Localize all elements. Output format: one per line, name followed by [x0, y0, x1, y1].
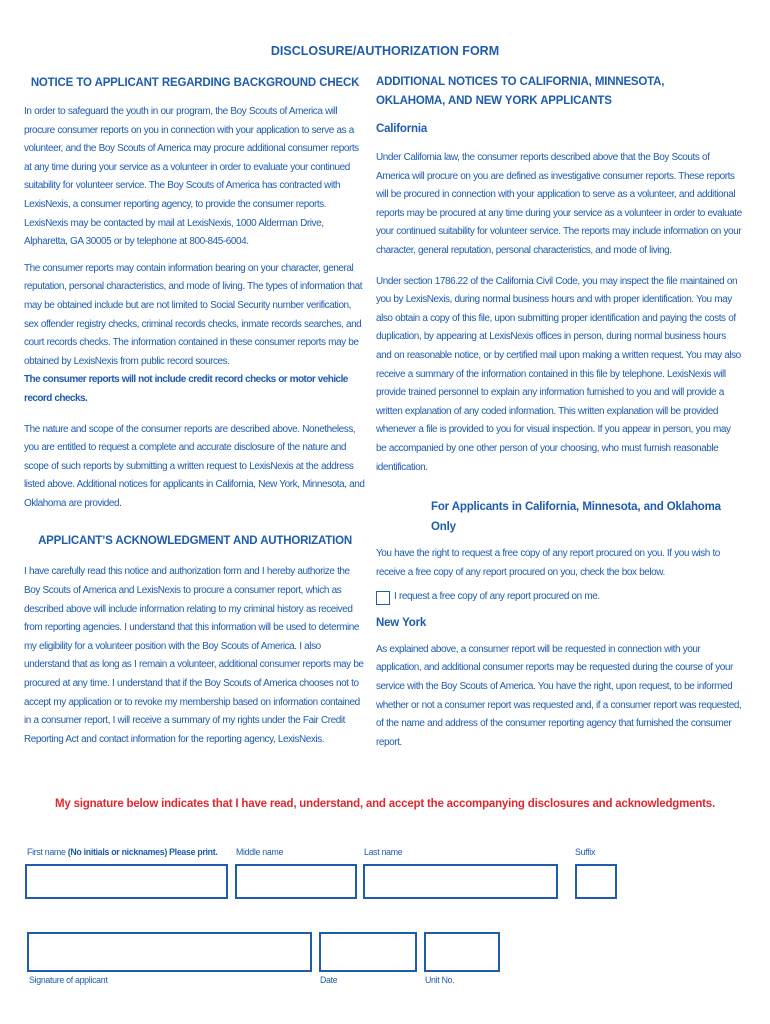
- middle-name-label: Middle name: [236, 847, 284, 857]
- california-paragraph-2: Under section 1786.22 of the California Civil Code, you may inspect the file maintained on you by LexisNexis, during normal business hours and with proper identification. You may also obtain a copy of this file, upon submitting proper identification and paying the costs of duplication, by appearing at LexisNexis offices in person, during normal business hours and on reasonable notice, or by certified mail upon making a written request. You may also receive a summary of the information contained in this file by telephone. LexisNexis will provide trained personnel to explain any information furnished to you and will provide a written explanation of any coded information. This written explanation will be provided whenever a file is provided to you for visual inspection. If you appear in person, you may be accompanied by one other person of your choosing, who must furnish reasonable identification.: [376, 275, 741, 473]
- date-field[interactable]: [319, 932, 417, 972]
- new-york-paragraph: As explained above, a consumer report will be requested in connection with your application, and additional consumer reports may be requested during the course of your service with the Boy Scouts of America. You have the right, upon request, to be informed whether or not a consumer report was requested and, if a consumer report was requested, of the name and address of the consumer reporting agency that furnished the consumer report.: [376, 643, 742, 748]
- signature-field[interactable]: [27, 932, 312, 972]
- notice-paragraph-2-bold: The consumer reports will not include credit record checks or motor vehicle record checks.: [24, 374, 348, 404]
- signature-statement: My signature below indicates that I have read, understand, and accept the accompanying disclosures and acknowledgments.: [55, 798, 715, 810]
- suffix-field[interactable]: [575, 864, 617, 899]
- free-copy-request[interactable]: [376, 588, 742, 607]
- notice-paragraph-1: In order to safeguard the youth in our program, the Boy Scouts of America will procure consumer reports on you in connection with your application to serve as a volunteer, and the Boy Scouts of America may procure additional consumer reports at any time during your service as a volunteer in order to evaluate your continued suitability for volunteer service. The Boy Scouts of America has contracted with LexisNexis, a consumer reporting agency, to provide the consumer reports. LexisNexis may be contacted by mail at LexisNexis, 1000 Alderman Drive, Alpharetta, GA 30005 or by telephone at 800-845-6004.: [24, 106, 359, 248]
- california-heading: California: [376, 123, 428, 135]
- new-york-heading: New York: [376, 616, 427, 629]
- date-label: Date: [320, 975, 338, 985]
- notice-paragraph-3: The nature and scope of the consumer reports are described above. Nonetheless, you are entitled to request a complete and accurate disclosure of the nature and scope of such reports by submitting a written request to LexisNexis at the address listed above. Additional notices for applicants in California, New York, Minnesota, and Oklahoma are provided.: [24, 423, 365, 509]
- left-column: [24, 73, 366, 749]
- notice-paragraph-2: The consumer reports may contain information bearing on your character, general reputation, personal characteristics, and mode of living. The types of information that may be obtained include but are not limited to Social Security number verification, sex offender registry checks, criminal records checks, inmate records searches, and court records checks. The information contained in these consumer reports may be obtained by LexisNexis from public record sources.: [24, 262, 363, 367]
- middle-name-field[interactable]: [235, 864, 357, 899]
- acknowledgment-heading: APPLICANT’S ACKNOWLEDGMENT AND AUTHORIZATION: [38, 535, 352, 548]
- first-name-field[interactable]: [25, 864, 228, 899]
- unit-number-field[interactable]: [424, 932, 500, 972]
- cmo-paragraph: You have the right to request a free copy of any report procured on you. If you wish to receive a free copy of any report procured on you, check the box below.: [376, 548, 720, 578]
- right-column: [376, 73, 742, 752]
- last-name-field[interactable]: [363, 864, 558, 899]
- last-name-label: Last name: [364, 847, 403, 857]
- free-copy-checkbox[interactable]: [376, 591, 390, 605]
- california-paragraph-1: Under California law, the consumer reports described above that the Boy Scouts of America will procure on you are defined as investigative consumer reports. These reports will be procured in connection with your application to serve as a volunteer, and additional reports may be procured at any time during your service as a volunteer in order to evaluate your continued suitability for volunteer service. The reports may include information on your character, general reputation, personal characteristics, and mode of living.: [376, 152, 742, 256]
- free-copy-label: I request a free copy of any report procured on me.: [394, 591, 600, 603]
- cmo-heading: For Applicants in California, Minnesota, and Oklahoma Only: [431, 501, 721, 534]
- acknowledgment-paragraph: I have carefully read this notice and authorization form and I hereby authorize the Boy Scouts of America and LexisNexis to procure a consumer report, which as described above will include information relating to my criminal history as received from reporting agencies. I understand that this information will be used to determine my eligibility for a volunteer position with the Boy Scouts of America. I also understand that as long as I remain a volunteer, additional consumer reports may be procured at any time. I understand that if the Boy Scouts of America chooses not to accept my application or to revoke my membership based on information contained in a consumer report, I will receive a summary of my rights under the Fair Credit Reporting Act and contact information for the reporting agency, LexisNexis.: [24, 566, 364, 745]
- suffix-label: Suffix: [575, 847, 596, 857]
- first-name-note: (No initials or nicknames) Please print.: [67, 847, 218, 857]
- first-name-label-text: First name: [27, 847, 66, 857]
- notice-heading: NOTICE TO APPLICANT REGARDING BACKGROUND CHECK: [30, 77, 360, 89]
- form-title: DISCLOSURE/AUTHORIZATION FORM: [270, 44, 500, 58]
- additional-notices-heading: ADDITIONAL NOTICES TO CALIFORNIA, MINNESOTA, OKLAHOMA, AND NEW YORK APPLICANTS: [376, 76, 665, 107]
- unit-number-label: Unit No.: [425, 975, 455, 985]
- signature-label: Signature of applicant: [29, 975, 108, 985]
- first-name-label: [27, 847, 218, 857]
